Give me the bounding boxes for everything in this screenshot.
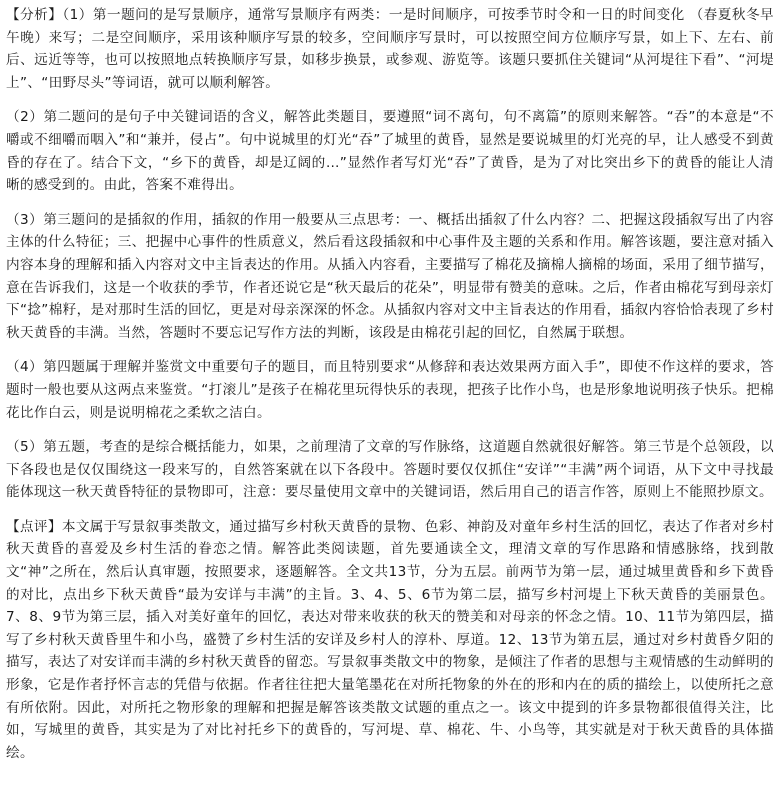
analysis-paragraph-1: 【分析】（1）第一题问的是写景顺序，通常写景顺序有两类：一是时间顺序，可按季节时令和一日的时间变化 （春夏秋冬早午晚）来写；二是空间顺序，采用该种顺序写景的较多，空间顺序写景时，可以按照空间方位顺序写景，如上下、左右、前后、远近等等，也可以按照地点转换顺序写景，如移步换景，或参观、游览等。该题只要抓住关键词“从河堤往下看”、“河堤上”、“田野尽头”等词语，就可以顺利解答。 — [6, 7, 774, 91]
commentary-paragraph: 【点评】本文属于写景叙事类散文，通过描写乡村秋天黄昏的景物、色彩、神韵及对童年乡村生活的回忆，表达了作者对乡村秋天黄昏的喜爱及乡村生活的眷恋之情。解答此类阅读题，首先要通读全文，理清文章的写作思路和情感脉络，找到散文“神”之所在，然后认真审题，按照要求，逐题解答。全文共13节，分为五层。前两节为第一层，通过城里黄昏和乡下黄昏的对比，点出乡下秋天黄昏“最为安详与丰满”的主旨。3、4、5、6节为第二层，描写乡村河堤上下秋天黄昏的美丽景色。7、8、9节为第三层，插入对美好童年的回忆，表达对带来收获的秋天的赞美和对母亲的怀念之情。10、11节为第四层，描写了乡村秋天黄昏里牛和小鸟，盛赞了乡村生活的安详及乡村人的淳朴、厚道。12、13节为第五层，通过对乡村黄昏夕阳的描写，表达了对安详而丰满的乡村秋天黄昏的留恋。写景叙事类散文中的物象，是倾注了作者的思想与主观情感的生动鲜明的形象，它是作者抒怀言志的凭借与依据。作者往往把大量笔墨花在对所托物象的外在的形和内在的质的描绘上，以使所托之意有所依附。因此，对所托之物形象的理解和把握是解答该类散文试题的重点之一。该文中提到的许多景物都很值得关注，比如，写城里的黄昏，其实是为了对比衬托乡下的黄昏的，写河堤、草、棉花、牛、小鸟等，其实就是对于秋天黄昏的具体描绘。 — [6, 518, 774, 761]
analysis-paragraph-5: （5）第五题，考查的是综合概括能力，如果，之前理清了文章的写作脉络，这道题自然就很好解答。第三节是个总领段，以下各段也是仅仅围绕这一段来写的，自然答案就在以下各段中。答题时要仅仅抓住“安详”“丰满”两个词语，从下文中寻找最能体现这一秋天黄昏特征的景物即可，注意：要尽量使用文章中的关键词语，然后用自己的语言作答，原则上不能照抄原文。 — [6, 439, 774, 501]
analysis-paragraph-3: （3）第三题问的是插叙的作用，插叙的作用一般要从三点思考：一、概括出插叙了什么内容？二、把握这段插叙写出了内容主体的什么特征；三、把握中心事件的性质意义，然后看这段插叙和中心事件及主题的关系和作用。解答该题，要注意对插入内容本身的理解和插入内容对文中主旨表达的作用。从插入内容看，主要描写了棉花及摘棉人摘棉的场面，采用了细节描写，意在告诉我们，这是一个收获的季节，作者还说它是“秋天最后的花朵”，明显带有赞美的意味。之后，作者由棉花写到母亲灯下“捻”棉籽，是对那时生活的回忆，更是对母亲深深的怀念。从插叙内容对文中主旨表达的作用看，插叙内容恰恰表现了乡村秋天黄昏的丰满。当然，答题时不要忘记写作方法的判断，该段是由棉花引起的回忆，自然属于联想。 — [6, 211, 774, 341]
analysis-paragraph-4: （4）第四题属于理解并鉴赏文中重要句子的题目，而且特别要求“从修辞和表达效果两方面入手”，即使不作这样的要求，答题时一般也要从这两点来鉴赏。“打滚儿”是孩子在棉花里玩得快乐的表现，把孩子比作小鸟，也是形象地说明孩子快乐。把棉花比作白云，则是说明棉花之柔软之洁白。 — [6, 359, 774, 421]
analysis-paragraph-2: （2）第二题问的是句子中关键词语的含义，解答此类题目，要遵照“词不离句，句不离篇”的原则来解答。“吞”的本意是“不嚼或不细嚼而咽入”和“兼并，侵占”。句中说城里的灯光“吞”了城里的黄昏，显然是要说城里的灯光亮的早，让人感受不到黄昏的存在了。结合下文，“乡下的黄昏，却是辽阔的…”显然作者写灯光“吞”了黄昏，是为了对比突出乡下的黄昏的能让人清晰的感受到的。由此，答案不难得出。 — [6, 109, 774, 194]
